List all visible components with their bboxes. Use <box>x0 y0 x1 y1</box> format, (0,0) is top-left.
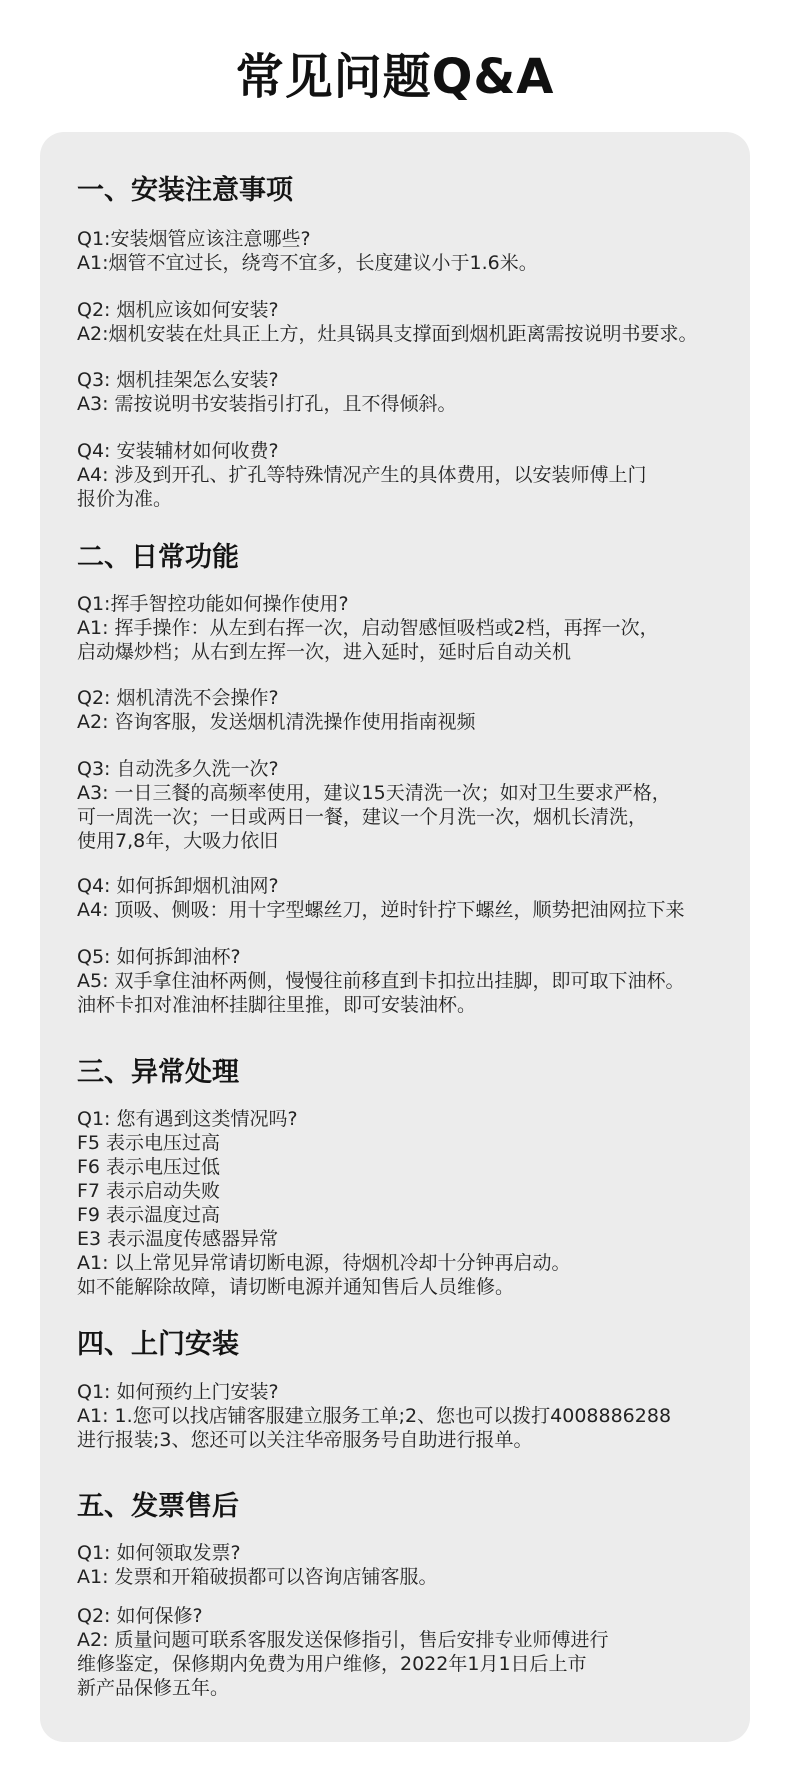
answer-text: 进行报装;3、您还可以关注华帝服务号自助进行报单。 <box>77 1429 533 1451</box>
answer-text: 报价为准。 <box>77 488 173 510</box>
answer-text: A3: 一日三餐的高频率使用，建议15天清洗一次；如对卫生要求严格， <box>77 782 671 804</box>
question-text: Q4: 如何拆卸烟机油网? <box>77 875 279 897</box>
question-text: Q2: 烟机应该如何安装? <box>77 299 279 321</box>
qa-item <box>77 298 737 346</box>
qa-item <box>77 439 737 511</box>
qa-item <box>77 1541 737 1589</box>
answer-text: A1: 挥手操作：从左到右挥一次，启动智感恒吸档或2档，再挥一次， <box>77 617 659 639</box>
question-text: Q2: 如何保修? <box>77 1605 203 1627</box>
error-code-line: F7 表示启动失败 <box>77 1180 221 1202</box>
qa-item <box>77 1604 737 1700</box>
qa-item <box>77 227 737 275</box>
answer-text: 油杯卡扣对准油杯挂脚往里推，即可安装油杯。 <box>77 994 477 1016</box>
qa-item <box>77 686 737 734</box>
section-heading-installation: 一、安装注意事项 <box>77 175 293 206</box>
qa-item <box>77 1380 737 1452</box>
page-title: 常见问题Q&A <box>235 49 555 105</box>
answer-text: A2:烟机安装在灶具正上方，灶具锅具支撑面到烟机距离需按说明书要求。 <box>77 323 698 345</box>
question-text: Q2: 烟机清洗不会操作? <box>77 687 279 709</box>
question-text: Q3: 自动洗多久洗一次? <box>77 758 279 780</box>
answer-text: A1: 发票和开箱破损都可以咨询店铺客服。 <box>77 1566 438 1588</box>
question-text: Q1:挥手智控功能如何操作使用? <box>77 593 349 615</box>
answer-text: A5: 双手拿住油杯两侧，慢慢往前移直到卡扣拉出挂脚，即可取下油杯。 <box>77 970 685 992</box>
answer-text: A1: 1.您可以找店铺客服建立服务工单;2、您也可以拨打4008886288 <box>77 1405 672 1427</box>
section-heading-daily-functions: 二、日常功能 <box>77 542 239 573</box>
question-text: Q1: 您有遇到这类情况吗? <box>77 1108 298 1130</box>
answer-text: 如不能解除故障，请切断电源并通知售后人员维修。 <box>77 1276 515 1298</box>
answer-text: 新产品保修五年。 <box>77 1677 230 1699</box>
answer-text: 使用7,8年，大吸力依旧 <box>77 830 279 852</box>
qa-item <box>77 592 737 664</box>
answer-text: 启动爆炒档；从右到左挥一次，进入延时，延时后自动关机 <box>77 641 572 663</box>
answer-text: A2: 质量问题可联系客服发送保修指引，售后安排专业师傅进行 <box>77 1629 609 1651</box>
section-heading-home-installation: 四、上门安装 <box>77 1329 239 1360</box>
answer-text: A3: 需按说明书安装指引打孔，且不得倾斜。 <box>77 393 457 415</box>
question-text: Q3: 烟机挂架怎么安装? <box>77 369 279 391</box>
question-text: Q1:安装烟管应该注意哪些? <box>77 228 311 250</box>
question-text: Q1: 如何预约上门安装? <box>77 1381 279 1403</box>
error-code-line: F5 表示电压过高 <box>77 1132 221 1154</box>
question-text: Q5: 如何拆卸油杯? <box>77 946 241 968</box>
qa-item <box>77 368 737 416</box>
answer-text: 维修鉴定，保修期内免费为用户维修，2022年1月1日后上市 <box>77 1653 587 1675</box>
qa-item <box>77 757 737 853</box>
error-code-line: F6 表示电压过低 <box>77 1156 221 1178</box>
section-heading-troubleshooting: 三、异常处理 <box>77 1057 239 1088</box>
error-code-line: F9 表示温度过高 <box>77 1204 221 1226</box>
answer-text: A2: 咨询客服，发送烟机清洗操作使用指南视频 <box>77 711 476 733</box>
section-heading-invoice-aftersales: 五、发票售后 <box>77 1491 239 1522</box>
question-text: Q4: 安装辅材如何收费? <box>77 440 279 462</box>
qa-item <box>77 945 737 1017</box>
answer-text: A1:烟管不宜过长，绕弯不宜多，长度建议小于1.6米。 <box>77 252 538 274</box>
qa-item <box>77 1107 737 1299</box>
question-text: Q1: 如何领取发票? <box>77 1542 241 1564</box>
error-code-line: E3 表示温度传感器异常 <box>77 1228 279 1250</box>
qa-item <box>77 874 737 922</box>
answer-text: A4: 顶吸、侧吸：用十字型螺丝刀，逆时针拧下螺丝，顺势把油网拉下来 <box>77 899 685 921</box>
answer-text: A1: 以上常见异常请切断电源，待烟机冷却十分钟再启动。 <box>77 1252 571 1274</box>
answer-text: 可一周洗一次；一日或两日一餐，建议一个月洗一次，烟机长清洗， <box>77 806 648 828</box>
answer-text: A4: 涉及到开孔、扩孔等特殊情况产生的具体费用，以安装师傅上门 <box>77 464 647 486</box>
